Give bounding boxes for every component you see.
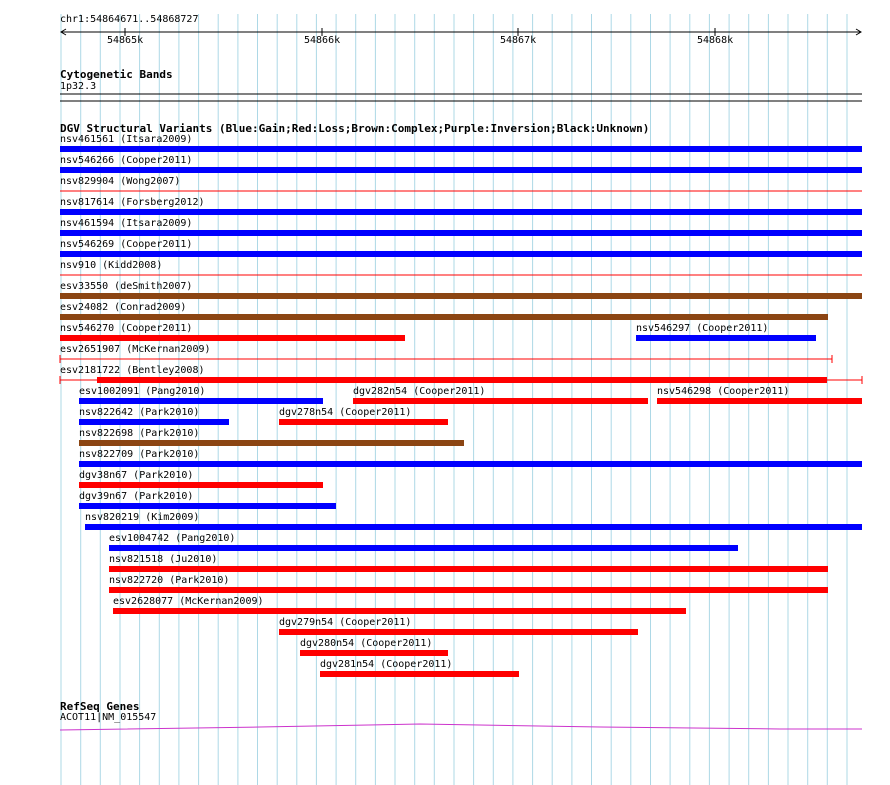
variant-label[interactable]: dgv278n54 (Cooper2011) (279, 407, 412, 418)
gene-label[interactable]: ACOT11|NM_015547 (60, 712, 157, 723)
variant-label[interactable]: dgv38n67 (Park2010) (79, 470, 194, 481)
ruler-tick-label: 54868k (697, 35, 734, 46)
variant-label[interactable]: dgv281n54 (Cooper2011) (320, 659, 453, 670)
variant-label[interactable]: nsv910 (Kidd2008) (60, 260, 163, 271)
variant-label[interactable]: esv2651907 (McKernan2009) (60, 344, 211, 355)
variant-label[interactable]: esv24082 (Conrad2009) (60, 302, 187, 313)
variant-label[interactable]: nsv817614 (Forsberg2012) (60, 197, 205, 208)
variant-label[interactable]: nsv546269 (Cooper2011) (60, 239, 193, 250)
dgv-track-title: DGV Structural Variants (Blue:Gain;Red:Loss;Brown:Complex;Purple:Inversion;Black:Unknown) (60, 122, 650, 135)
variant-label[interactable]: esv33550 (deSmith2007) (60, 281, 193, 292)
variant-label[interactable]: nsv822698 (Park2010) (79, 428, 200, 439)
gene-line (60, 724, 862, 730)
variant-label[interactable]: nsv822720 (Park2010) (109, 575, 230, 586)
ruler-tick-label: 54865k (107, 35, 144, 46)
variant-label[interactable]: nsv546270 (Cooper2011) (60, 323, 193, 334)
ruler-tick-label: 54867k (500, 35, 537, 46)
variant-label[interactable]: nsv546297 (Cooper2011) (636, 323, 769, 334)
variant-label[interactable]: esv2628077 (McKernan2009) (113, 596, 264, 607)
variant-label[interactable]: nsv822642 (Park2010) (79, 407, 200, 418)
variant-label[interactable]: nsv821518 (Ju2010) (109, 554, 218, 565)
variant-label[interactable]: nsv820219 (Kim2009) (85, 512, 200, 523)
refseq-track-title: RefSeq Genes (60, 700, 140, 713)
cytoband-label: 1p32.3 (60, 81, 97, 92)
variant-label[interactable]: dgv280n54 (Cooper2011) (300, 638, 433, 649)
variant-label[interactable]: nsv822709 (Park2010) (79, 449, 200, 460)
variant-label[interactable]: dgv279n54 (Cooper2011) (279, 617, 412, 628)
variant-label[interactable]: esv1004742 (Pang2010) (109, 533, 236, 544)
variant-label[interactable]: nsv546266 (Cooper2011) (60, 155, 193, 166)
coordinate-label: chr1:54864671..54868727 (60, 14, 199, 25)
ruler-tick-label: 54866k (304, 35, 341, 46)
variant-label[interactable]: nsv461561 (Itsara2009) (60, 134, 193, 145)
variant-label[interactable]: esv2181722 (Bentley2008) (60, 365, 205, 376)
variant-label[interactable]: dgv282n54 (Cooper2011) (353, 386, 486, 397)
cytoband-track-title: Cytogenetic Bands (60, 68, 173, 81)
variant-label[interactable]: nsv829904 (Wong2007) (60, 176, 181, 187)
variant-label[interactable]: nsv461594 (Itsara2009) (60, 218, 193, 229)
variant-label[interactable]: esv1002091 (Pang2010) (79, 386, 206, 397)
variant-label[interactable]: nsv546298 (Cooper2011) (657, 386, 790, 397)
variant-label[interactable]: dgv39n67 (Park2010) (79, 491, 194, 502)
